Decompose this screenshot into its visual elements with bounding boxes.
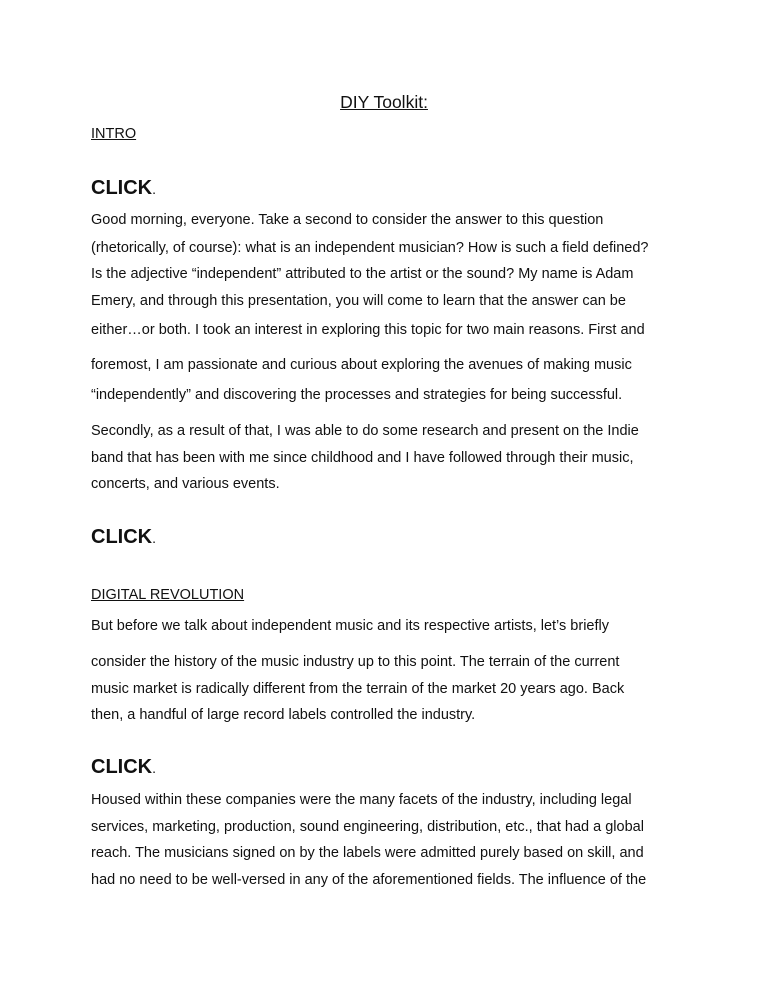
- click-marker-3: [91, 754, 156, 781]
- paragraph-line: Secondly, as a result of that, I was able to do some research and present on the Indie: [91, 423, 639, 439]
- click-period: .: [152, 181, 156, 197]
- click-period: .: [152, 760, 156, 776]
- paragraph-line: concerts, and various events.: [91, 476, 280, 492]
- document-title: DIY Toolkit:: [340, 92, 428, 112]
- paragraph-line: consider the history of the music industry up to this point. The terrain of the current: [91, 654, 620, 670]
- click-marker-2: [91, 524, 156, 551]
- paragraph-line: (rhetorically, of course): what is an independent musician? How is such a field defined?: [91, 240, 649, 256]
- paragraph-line: foremost, I am passionate and curious about exploring the avenues of making music: [91, 357, 632, 373]
- paragraph-line: music market is radically different from the terrain of the market 20 years ago. Back: [91, 681, 625, 697]
- paragraph-line: But before we talk about independent music and its respective artists, let’s briefly: [91, 618, 609, 634]
- paragraph-line: either…or both. I took an interest in exploring this topic for two main reasons. First and: [91, 322, 645, 338]
- paragraph-line: Emery, and through this presentation, you will come to learn that the answer can be: [91, 293, 626, 309]
- paragraph-line: “independently” and discovering the processes and strategies for being successful.: [91, 387, 623, 403]
- digital-revolution-heading: DIGITAL REVOLUTION: [91, 587, 245, 603]
- click-label: CLICK: [91, 177, 153, 199]
- click-period: .: [152, 530, 156, 546]
- paragraph-line: had no need to be well-versed in any of the aforementioned fields. The influence of the: [91, 872, 647, 888]
- paragraph-line: reach. The musicians signed on by the labels were admitted purely based on skill, and: [91, 845, 644, 861]
- click-marker-1: [91, 175, 156, 202]
- paragraph-line: then, a handful of large record labels controlled the industry.: [91, 707, 476, 723]
- intro-heading: INTRO: [91, 126, 137, 142]
- paragraph-line: Is the adjective “independent” attributed to the artist or the sound? My name is Adam: [91, 266, 634, 282]
- paragraph-line: Good morning, everyone. Take a second to consider the answer to this question: [91, 212, 604, 228]
- click-label: CLICK: [91, 526, 153, 548]
- click-label: CLICK: [91, 756, 153, 778]
- paragraph-line: services, marketing, production, sound engineering, distribution, etc., that had a global: [91, 819, 644, 835]
- paragraph-line: Housed within these companies were the many facets of the industry, including legal: [91, 792, 632, 808]
- paragraph-line: band that has been with me since childhood and I have followed through their music,: [91, 450, 634, 466]
